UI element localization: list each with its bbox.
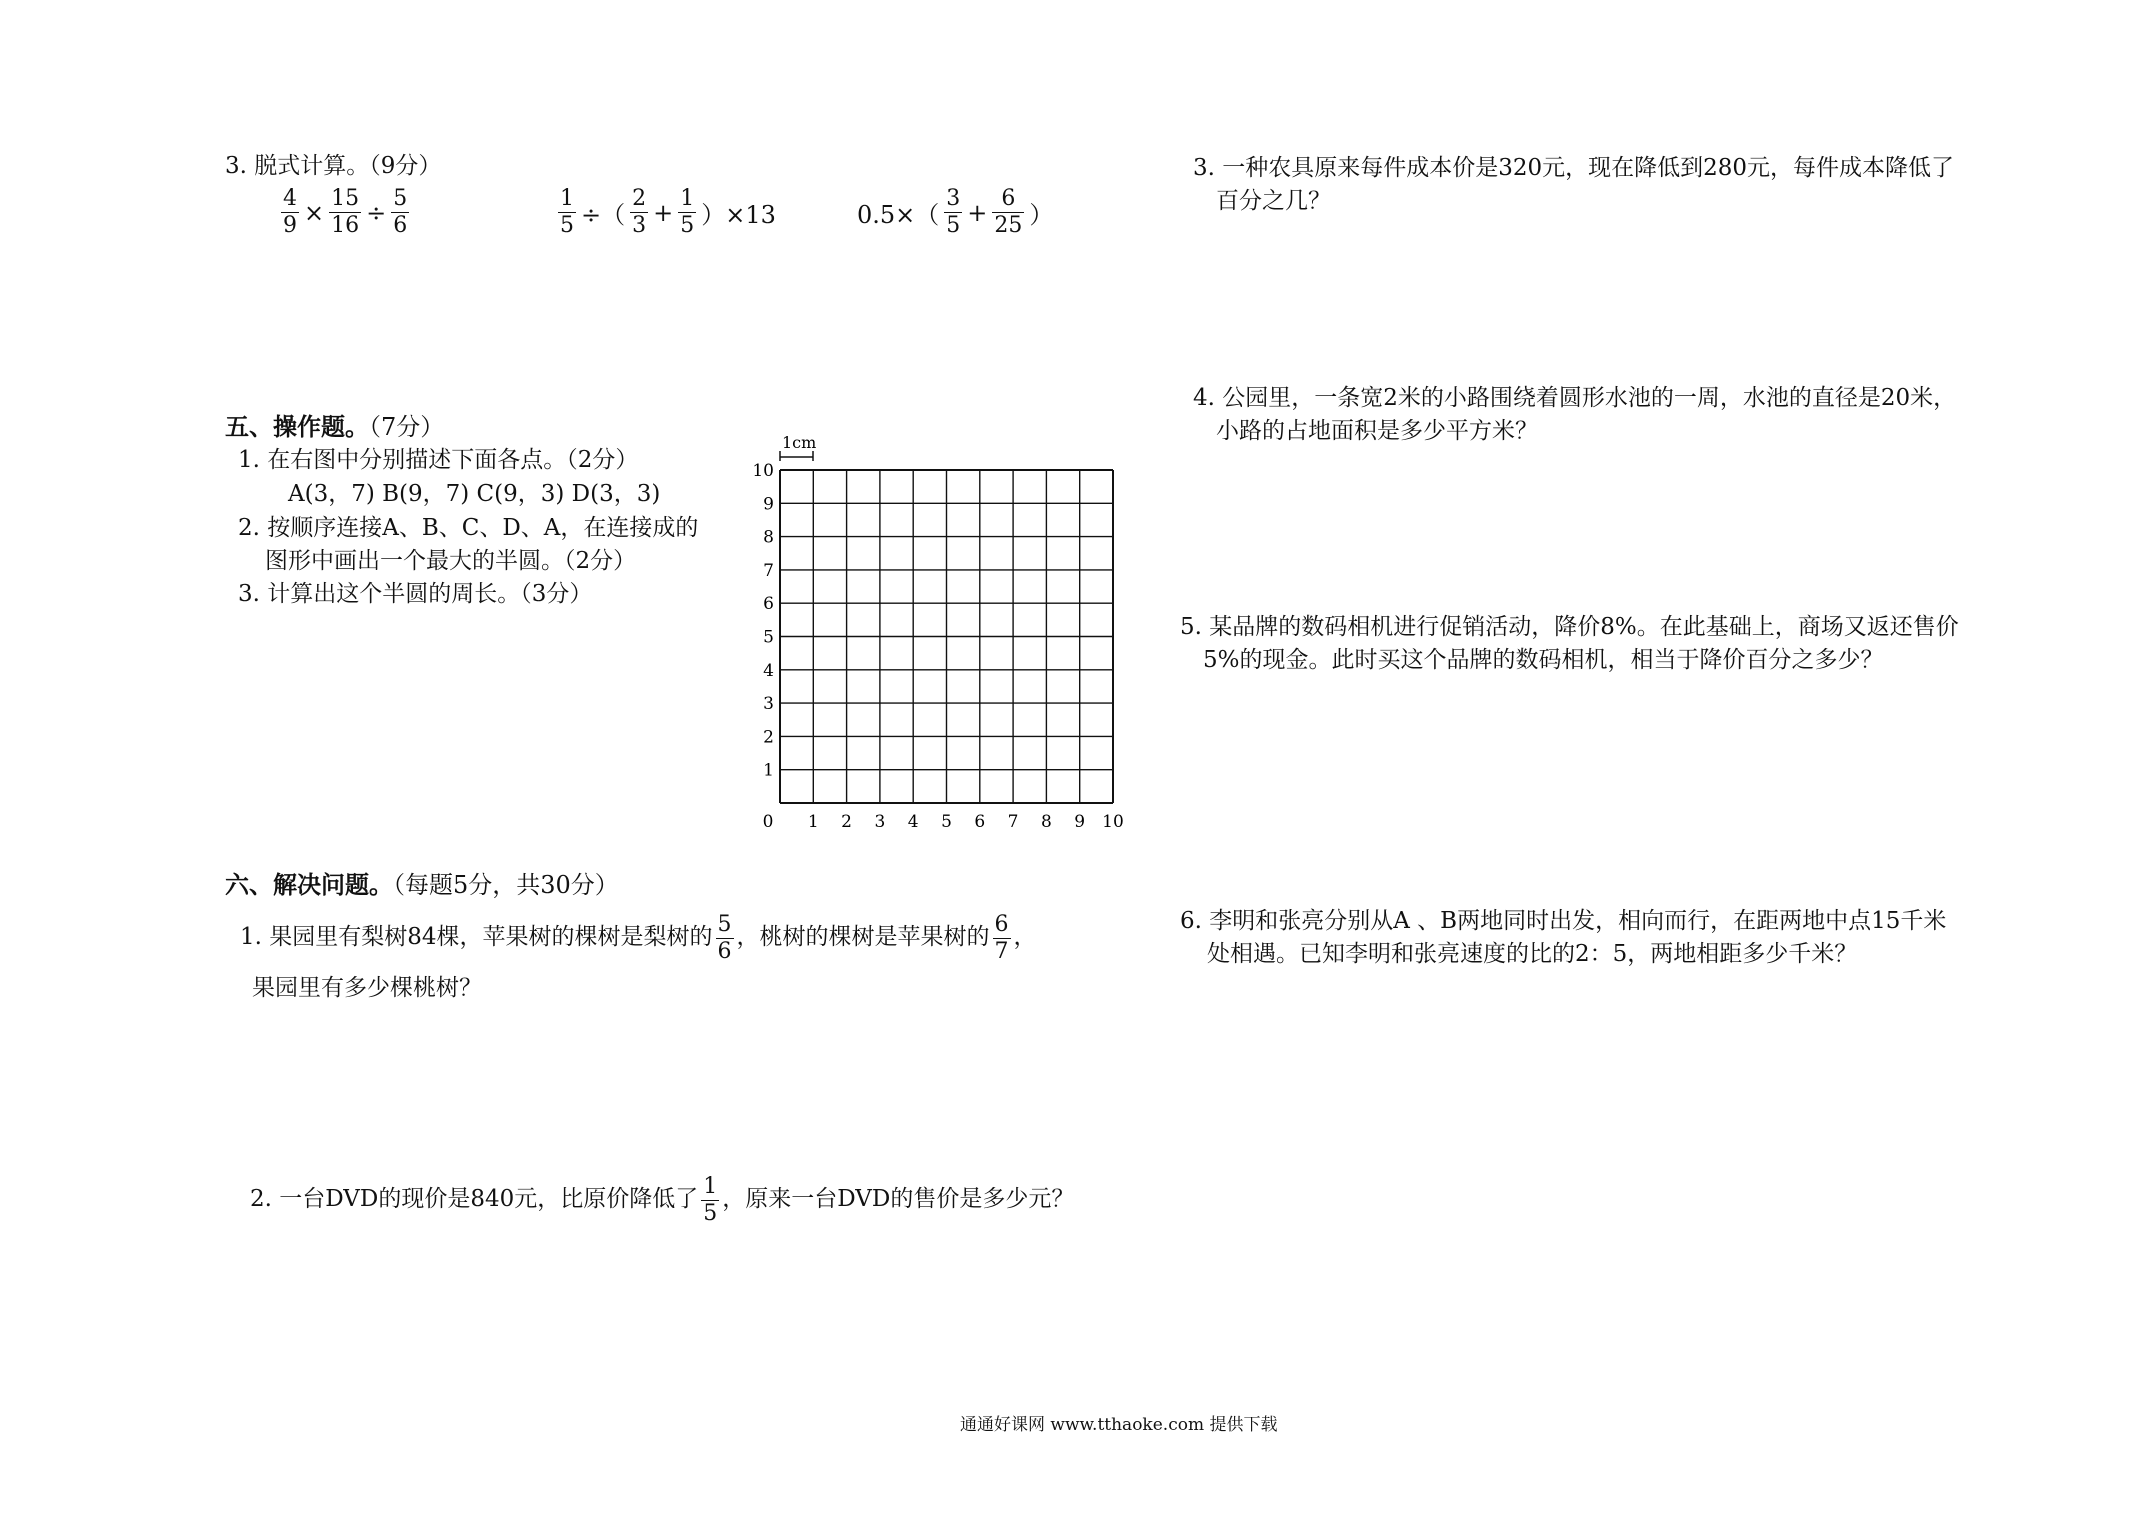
footer-credit: 通通好课网 www.tthaoke.com 提供下载 bbox=[960, 1415, 1278, 1435]
s6-q1-cont: 果园里有多少棵桃树？ bbox=[252, 975, 482, 1001]
fraction: $\frac{1}{5}$ bbox=[680, 186, 695, 238]
r-q4-cont: 小路的占地面积是多少平方米？ bbox=[1216, 418, 1538, 444]
expr-3: 0.5×（ $\frac{3}{5}$ + $\frac{6}{25}$ ） bbox=[857, 186, 1054, 238]
x-tick-label: 1 bbox=[807, 812, 819, 832]
x-tick-label: 9 bbox=[1074, 812, 1086, 832]
section6-heading: 六、解决问题。（每题5分，共30分） bbox=[225, 870, 619, 899]
y-tick-label: 10 bbox=[752, 461, 774, 481]
r-q6: 6. 李明和张亮分别从A 、B两地同时出发，相向而行，在距两地中点15千米 bbox=[1180, 908, 1947, 934]
s5-item2: 2. 按顺序连接A、B、C、D、A，在连接成的 bbox=[238, 515, 699, 541]
s5-item2-cont: 图形中画出一个最大的半圆。（2分） bbox=[265, 548, 637, 574]
x-tick-label: 8 bbox=[1040, 812, 1052, 832]
s6-q2: 2. 一台DVD的现价是840元，比原价降低了 $\frac{1}{5}$ ，原来一台DVD的售价是多少元？ bbox=[250, 1173, 1075, 1226]
x-tick-label: 4 bbox=[907, 812, 919, 832]
r-q6-cont: 处相遇。已知李明和张亮速度的比的2：5，两地相距多少千米？ bbox=[1207, 941, 1858, 967]
x-tick-label: 3 bbox=[874, 812, 886, 832]
y-tick-label: 9 bbox=[763, 494, 774, 515]
unit-label: 1cm bbox=[782, 433, 817, 452]
fraction: $\frac{3}{5}$ bbox=[946, 186, 961, 238]
r-q5-cont: 5%的现金。此时买这个品牌的数码相机，相当于降价百分之多少？ bbox=[1203, 647, 1884, 673]
grid-lines bbox=[780, 470, 1113, 803]
section5-heading: 五、操作题。（7分） bbox=[225, 412, 445, 441]
x-tick-label: 5 bbox=[941, 812, 952, 832]
fraction: $\frac{5}{6}$ bbox=[393, 186, 408, 238]
coordinate-grid bbox=[740, 425, 1140, 835]
r-q3: 3. 一种农具原来每件成本价是320元，现在降低到280元，每件成本降低了 bbox=[1193, 155, 1955, 181]
expr-1: $\frac{4}{9}$ × $\frac{15}{16}$ ÷ $\frac{5}{6}$ bbox=[283, 186, 408, 238]
x-tick-label: 7 bbox=[1007, 812, 1019, 832]
x-tick-label: 0 bbox=[762, 812, 774, 832]
s5-item1-points: A(3，7) B(9，7) C(9，3) D(3，3) bbox=[288, 481, 661, 507]
y-axis-labels bbox=[752, 461, 774, 781]
fraction: $\frac{2}{3}$ bbox=[632, 186, 647, 238]
r-q5: 5. 某品牌的数码相机进行促销活动，降价8%。在此基础上，商场又返还售价 bbox=[1180, 614, 1959, 640]
x-tick-label: 10 bbox=[1102, 812, 1124, 832]
y-tick-label: 5 bbox=[763, 627, 774, 648]
y-tick-label: 7 bbox=[763, 560, 774, 581]
y-tick-label: 8 bbox=[763, 527, 774, 548]
unit-marker bbox=[780, 433, 816, 461]
y-tick-label: 1 bbox=[763, 760, 774, 781]
fraction: $\frac{1}{5}$ bbox=[560, 186, 574, 238]
y-tick-label: 4 bbox=[763, 660, 774, 681]
fraction: $\frac{6}{7}$ bbox=[994, 911, 1009, 964]
s5-item3: 3. 计算出这个半圆的周长。（3分） bbox=[238, 581, 593, 607]
fraction: $\frac{6}{25}$ bbox=[994, 186, 1023, 238]
s6-q1: 1. 果园里有梨树84棵，苹果树的棵树是梨树的 $\frac{5}{6}$ ，桃树的棵树是苹果树的 $\frac{6}{7}$ ， bbox=[240, 911, 1037, 964]
fraction: $\frac{1}{5}$ bbox=[703, 1173, 718, 1226]
r-q4: 4. 公园里，一条宽2米的小路围绕着圆形水池的一周，水池的直径是20米， bbox=[1193, 385, 1957, 411]
s5-item1: 1. 在右图中分别描述下面各点。（2分） bbox=[238, 447, 639, 473]
x-axis-labels bbox=[763, 812, 1124, 832]
x-tick-label: 6 bbox=[974, 812, 986, 832]
y-tick-label: 2 bbox=[763, 727, 774, 748]
fraction: $\frac{5}{6}$ bbox=[717, 911, 732, 964]
fraction: $\frac{15}{16}$ bbox=[331, 186, 360, 238]
fraction: $\frac{4}{9}$ bbox=[283, 186, 297, 238]
q3-title: 3. 脱式计算。（9分） bbox=[225, 153, 442, 179]
r-q3-cont: 百分之几？ bbox=[1216, 188, 1331, 214]
x-tick-label: 2 bbox=[841, 812, 853, 832]
expr-2: $\frac{1}{5}$ ÷（ $\frac{2}{3}$ + $\frac{1}{5}$ ）×13 bbox=[560, 186, 776, 238]
y-tick-label: 6 bbox=[763, 594, 774, 615]
y-tick-label: 3 bbox=[763, 694, 774, 715]
